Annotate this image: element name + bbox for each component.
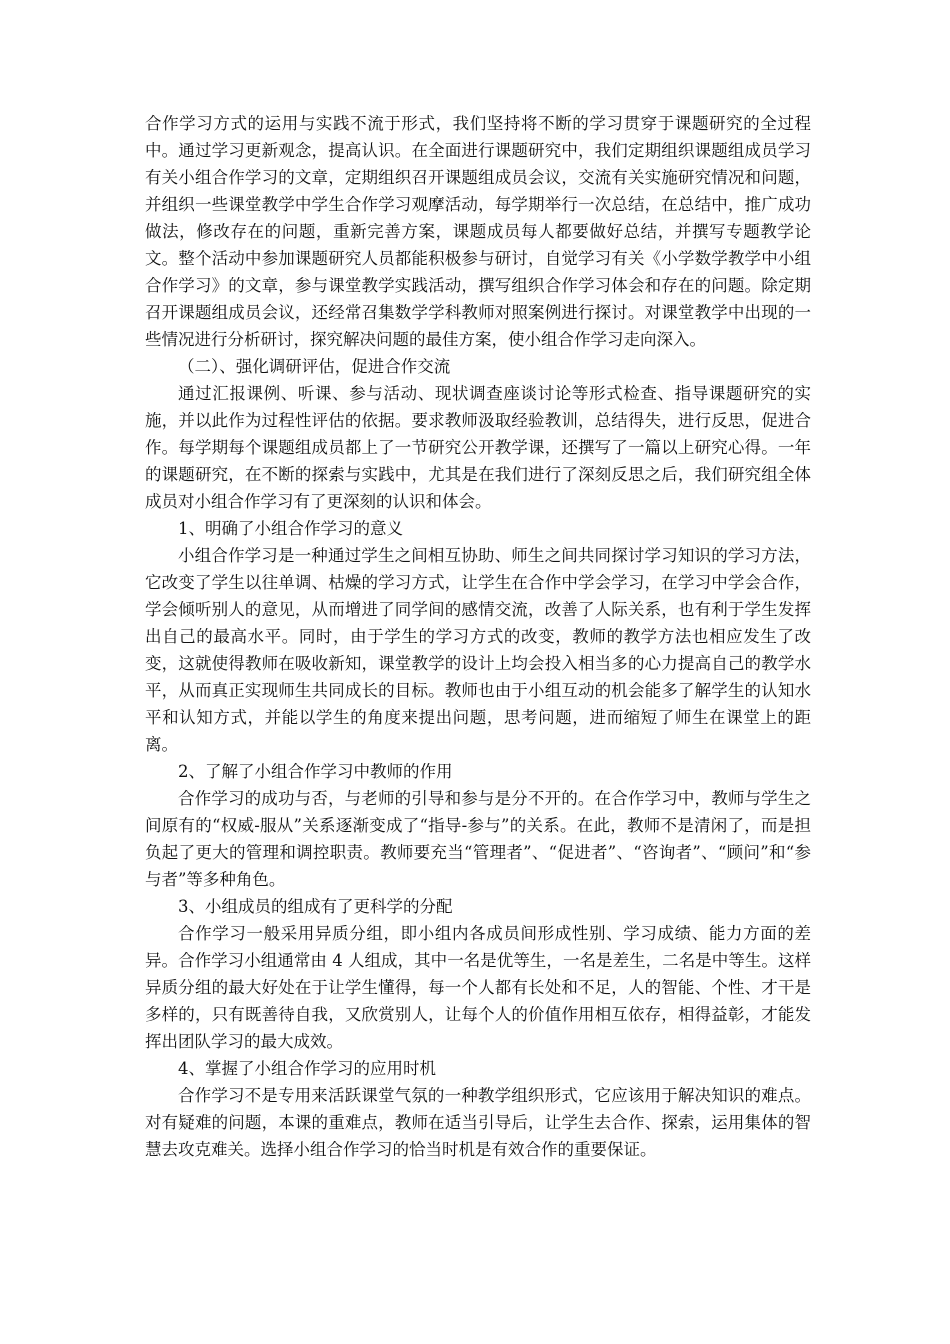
paragraph-evaluation: 通过汇报课例、听课、参与活动、现状调查座谈讨论等形式检查、指导课题研究的实施，并以此作为过程性评估的依据。要求教师汲取经验教训，总结得失，进行反思，促进合作。每学期每个课题组成员都上了一节研究公开教学课，还撰写了一篇以上研究心得。一年的课题研究，在不断的探索与实践中，尤其是在我们进行了深刻反思之后，我们研究组全体成员对小组合作学习有了更深刻的认识和体会。	[145, 384, 811, 511]
subheading-2: 2、了解了小组合作学习中教师的作用	[178, 762, 453, 781]
paragraph-teacher-role: 合作学习的成功与否，与老师的引导和参与是分不开的。在合作学习中，教师与学生之间原有的“权威-服从”关系逐渐变成了“指导-参与”的关系。在此，教师不是清闲了，而是担负起了更大的管理和调控职责。教师要充当“管理者”、“促进者”、“咨询者”、“顾问”和“参与者”等多种角色。	[145, 789, 811, 889]
paragraph-meaning: 小组合作学习是一种通过学生之间相互协助、师生之间共同探讨学习知识的学习方法，它改变了学生以往单调、枯燥的学习方式，让学生在合作中学会学习，在学习中学会合作，学会倾听别人的意见，从而增进了同学间的感情交流，改善了人际关系，也有利于学生发挥出自己的最高水平。同时，由于学生的学习方式的改变，教师的教学方法也相应发生了改变，这就使得教师在吸收新知，课堂教学的设计上均会投入相当多的心力提高自己的教学水平，从而真正实现师生共同成长的目标。教师也由于小组互动的机会能多了解学生的认知水平和认知方式，并能以学生的角度来提出问题，思考问题，进而缩短了师生在课堂上的距离。	[145, 546, 811, 754]
subheading-4: 4、掌握了小组合作学习的应用时机	[178, 1059, 436, 1078]
paragraph-timing: 合作学习不是专用来活跃课堂气氛的一种教学组织形式，它应该用于解决知识的难点。对有疑难的问题，本课的重难点，教师在适当引导后，让学生去合作、探索，运用集体的智慧去攻克难关。选择小组合作学习的恰当时机是有效合作的重要保证。	[145, 1086, 811, 1159]
subheading-1: 1、明确了小组合作学习的意义	[178, 519, 403, 538]
section-heading-2: （二）、强化调研评估，促进合作交流	[178, 357, 451, 376]
subheading-3: 3、小组成员的组成有了更科学的分配	[178, 897, 453, 916]
paragraph-intro: 合作学习方式的运用与实践不流于形式，我们坚持将不断的学习贯穿于课题研究的全过程中。通过学习更新观念，提高认识。在全面进行课题研究中，我们定期组织课题组成员学习有关小组合作学习的文章，定期组织召开课题组成员会议，交流有关实施研究情况和问题，并组织一些课堂教学中学生合作学习观摩活动，每学期举行一次总结，在总结中，推广成功做法，修改存在的问题，重新完善方案，课题成员每人都要做好总结，并撰写专题教学论文。整个活动中参加课题研究人员都能积极参与研讨，自觉学习有关《小学数学教学中小组合作学习》的文章，参与课堂教学实践活动，撰写组织合作学习体会和存在的问题。除定期召开课题组成员会议，还经常召集数学学科教师对照案例进行探讨。对课堂教学中出现的一些情况进行分析研讨，探究解决问题的最佳方案，使小组合作学习走向深入。	[145, 114, 811, 349]
paragraph-grouping: 合作学习一般采用异质分组，即小组内各成员间形成性别、学习成绩、能力方面的差异。合作学习小组通常由 4 人组成，其中一名是优等生，一名是差生，二名是中等生。这样异质分组的最大好处在于让学生懂得，每一个人都有长处和不足，人的智能、个性、才干是多样的，只有既善待自我，又欣赏别人，让每个人的价值作用相互依存，相得益彰，才能发挥出团队学习的最大成效。	[145, 924, 811, 1051]
document-body	[145, 110, 811, 1163]
